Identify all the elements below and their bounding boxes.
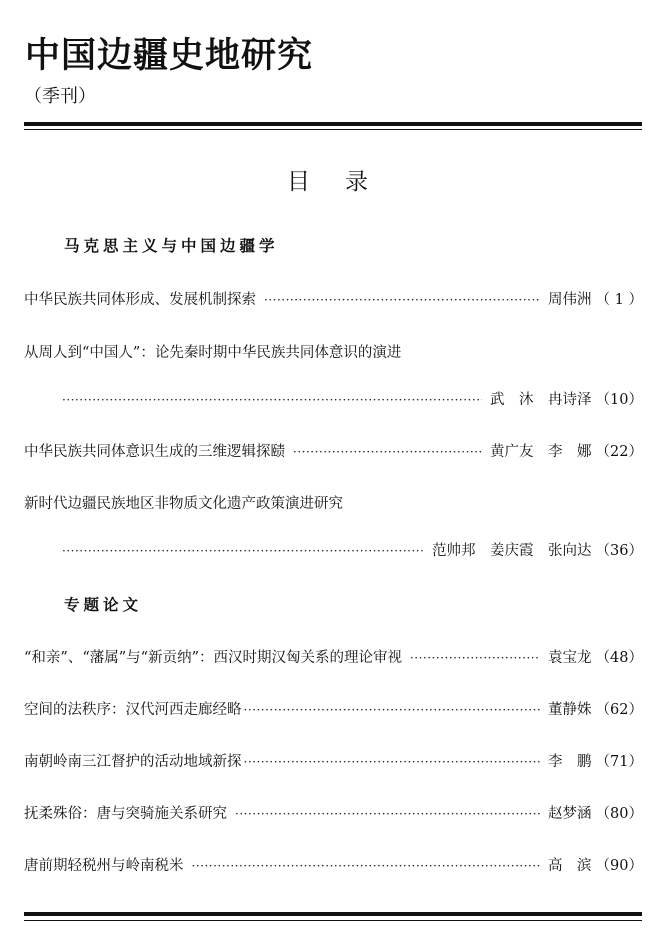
- entry-title: 唐前期轻税州与岭南税米: [24, 858, 184, 874]
- section-heading: 专题论文: [64, 596, 143, 614]
- dot-leader: [264, 290, 540, 310]
- entry-author: 赵梦涵: [548, 806, 592, 822]
- dot-leader: [62, 390, 482, 410]
- dot-leader: [244, 700, 541, 720]
- entry-page: （48）: [595, 650, 643, 666]
- entry-page: （22）: [595, 444, 643, 460]
- journal-subtitle: （季刊）: [24, 86, 96, 107]
- header-rule-thin: [24, 129, 642, 130]
- entry-page: （62）: [595, 702, 643, 718]
- entry-title: 中华民族共同体形成、发展机制探索: [24, 292, 256, 308]
- entry-author: 武 沐 冉诗泽: [490, 392, 592, 408]
- entry-author: 袁宝龙: [548, 650, 592, 666]
- entry-title: 中华民族共同体意识生成的三维逻辑探赜: [24, 444, 285, 460]
- entry-page: （ 1 ）: [595, 292, 643, 308]
- toc-entry[interactable]: [24, 290, 643, 310]
- section-heading: 马克思主义与中国边疆学: [64, 237, 279, 255]
- toc-entry-continuation[interactable]: [62, 390, 643, 410]
- toc-entry[interactable]: [24, 648, 643, 668]
- entry-author: 周伟洲: [548, 292, 592, 308]
- dot-leader: [62, 541, 424, 561]
- entry-page: （36）: [595, 543, 643, 559]
- toc-heading: 目 录: [287, 169, 374, 195]
- header-rule-thick: [24, 122, 642, 126]
- toc-entry[interactable]: [24, 752, 643, 772]
- entry-title: 空间的法秩序：汉代河西走廊经略: [24, 702, 242, 718]
- footer-rule-thin: [24, 920, 642, 921]
- dot-leader: [235, 804, 540, 824]
- entry-author: 李 鹏: [548, 754, 592, 770]
- dot-leader: [244, 752, 541, 772]
- toc-entry[interactable]: [24, 700, 643, 720]
- footer-rule-thick: [24, 912, 642, 916]
- dot-leader: [410, 648, 540, 668]
- toc-entry[interactable]: [24, 856, 643, 876]
- entry-page: （90）: [595, 858, 643, 874]
- journal-title: 中国边疆史地研究: [25, 36, 314, 76]
- entry-title: “和亲”、“藩属”与“新贡纳”：西汉时期汉匈关系的理论审视: [24, 650, 402, 666]
- dot-leader: [293, 442, 482, 462]
- entry-author: 董静姝: [548, 702, 592, 718]
- dot-leader: [192, 856, 541, 876]
- entry-title[interactable]: 新时代边疆民族地区非物质文化遗产政策演进研究: [24, 496, 343, 512]
- toc-entry[interactable]: [24, 804, 643, 824]
- entry-page: （10）: [595, 392, 643, 408]
- toc-entry-continuation[interactable]: [62, 541, 643, 561]
- entry-author: 高 滨: [548, 858, 592, 874]
- entry-title: 南朝岭南三江督护的活动地域新探: [24, 754, 242, 770]
- toc-entry[interactable]: [24, 442, 643, 462]
- entry-title: 抚柔殊俗：唐与突骑施关系研究: [24, 806, 227, 822]
- entry-author: 黄广友 李 娜: [490, 444, 592, 460]
- entry-title[interactable]: 从周人到“中国人”：论先秦时期中华民族共同体意识的演进: [24, 345, 402, 361]
- entry-page: （80）: [595, 806, 643, 822]
- entry-page: （71）: [595, 754, 643, 770]
- entry-author: 范帅邦 姜庆霞 张向达: [432, 543, 592, 559]
